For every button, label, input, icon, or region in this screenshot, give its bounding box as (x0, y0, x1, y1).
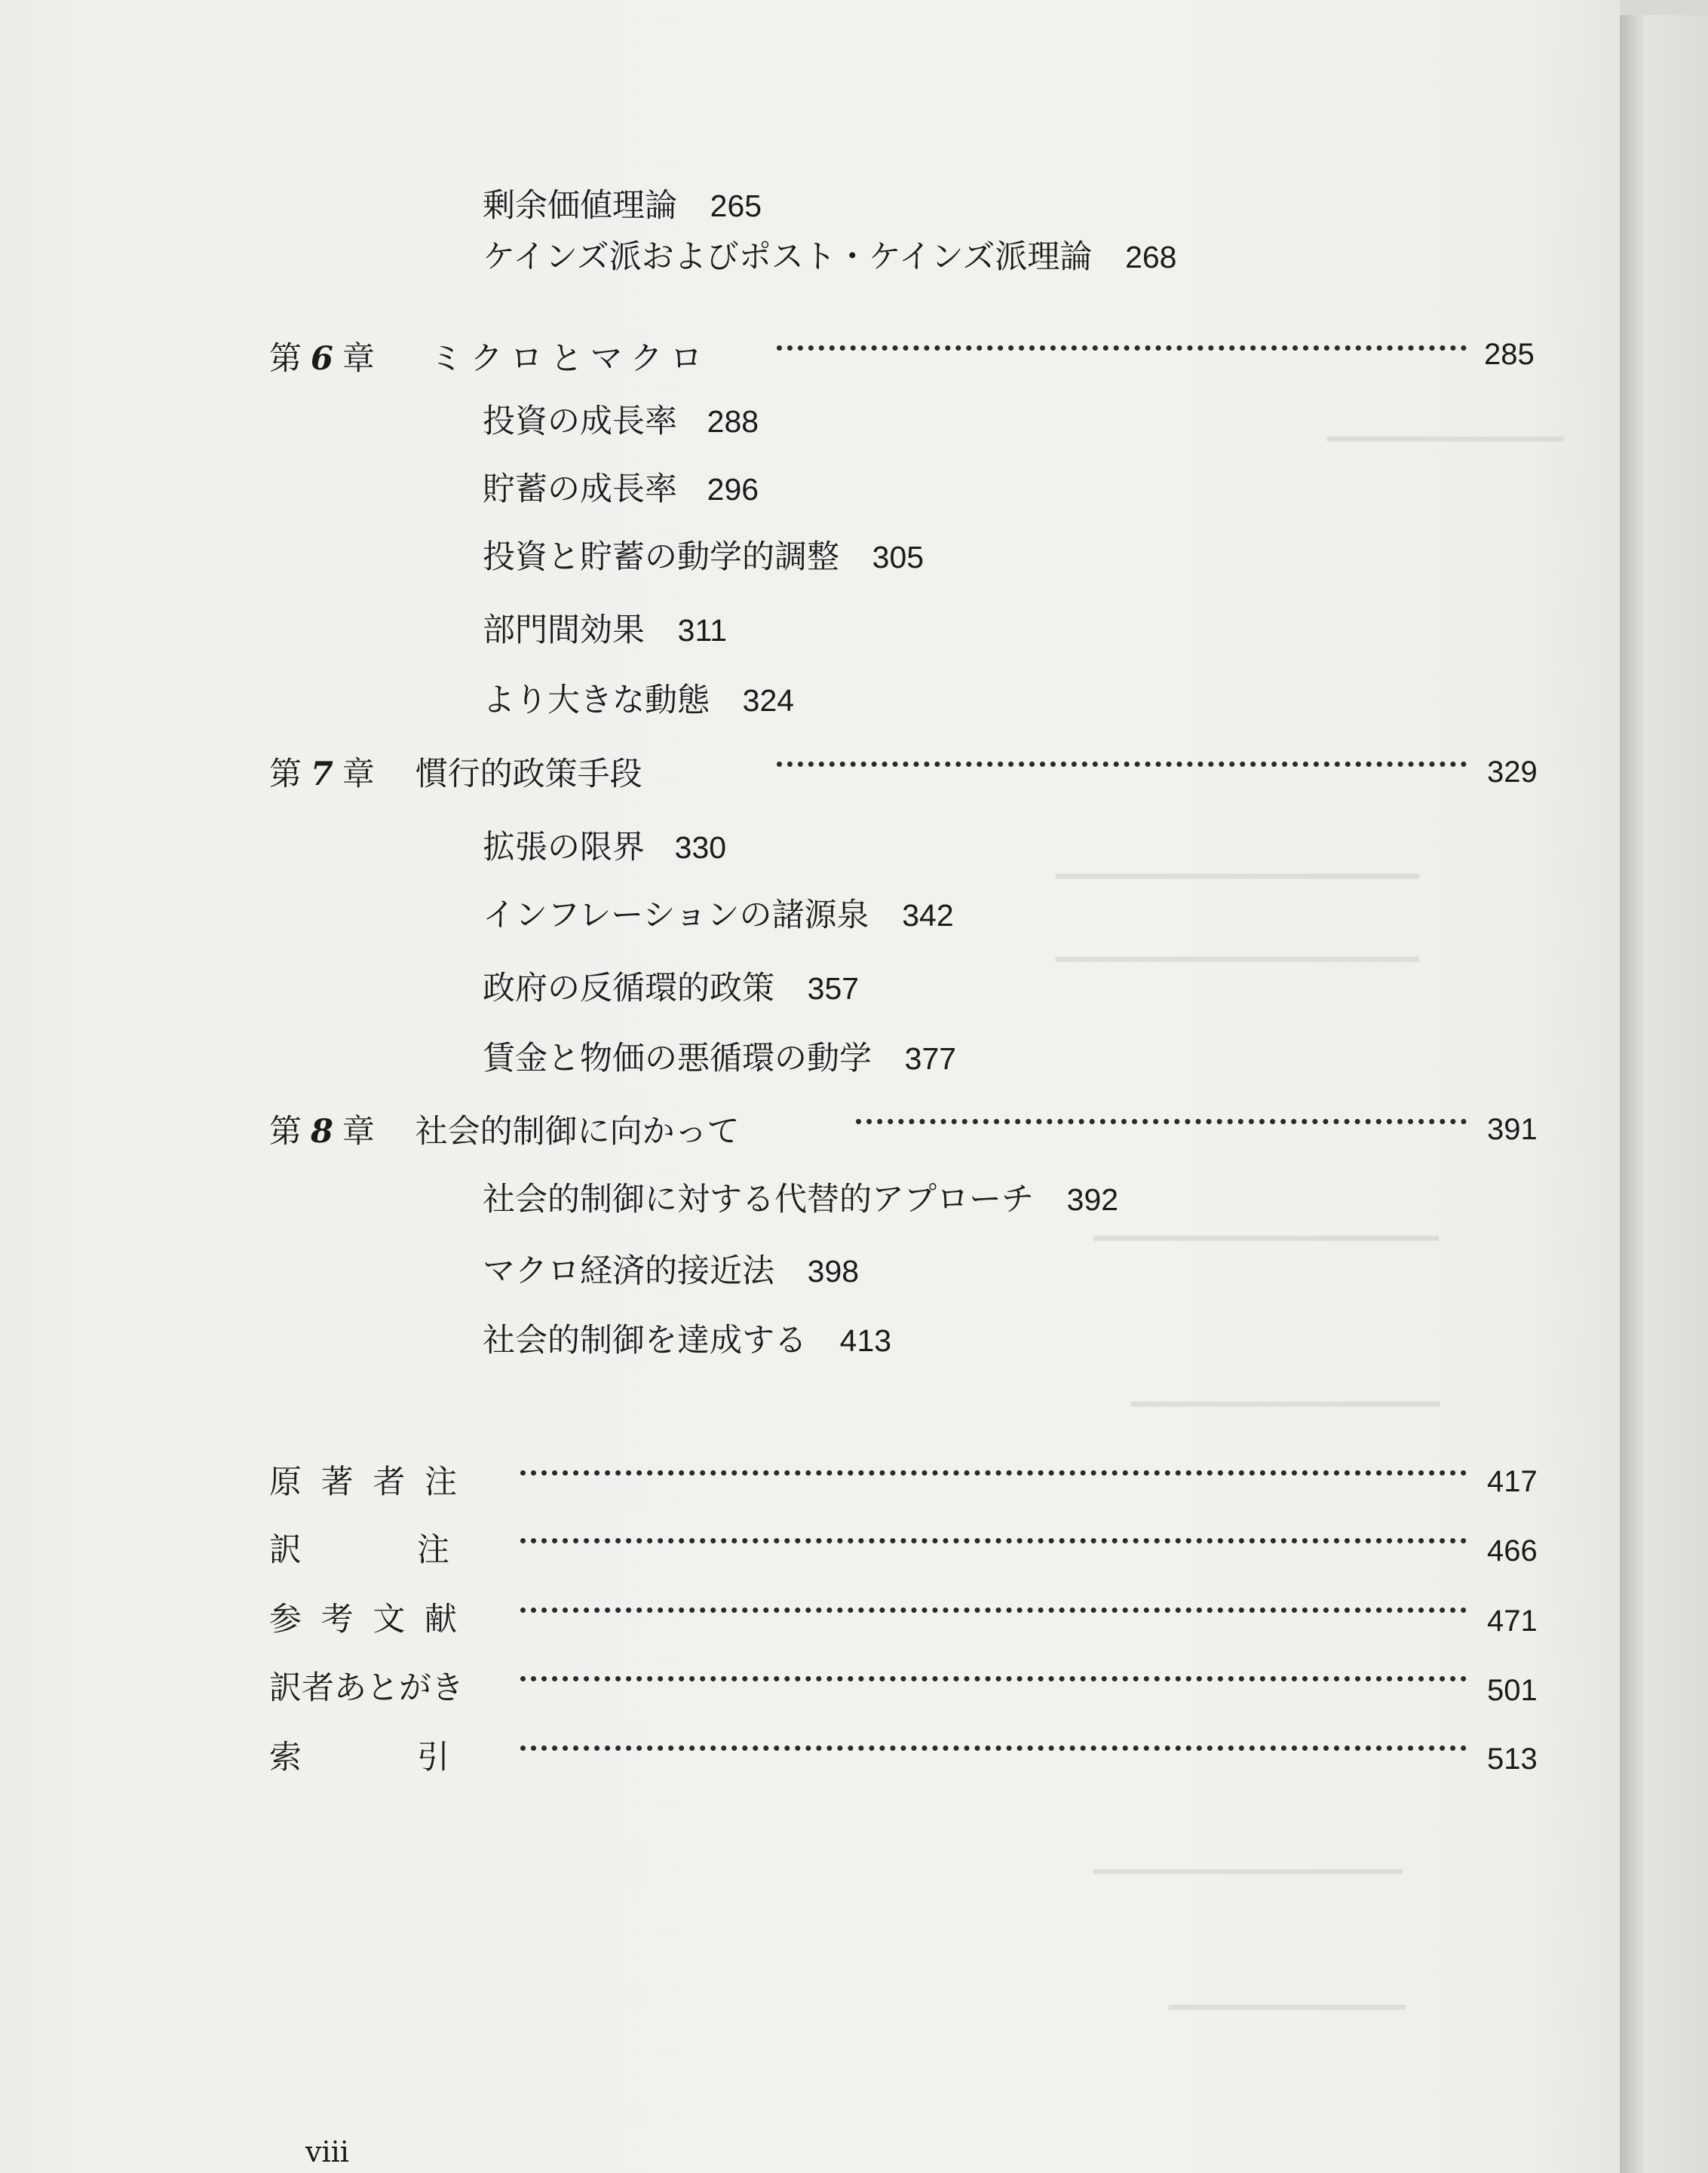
section-entry (483, 238, 1177, 276)
chapter-prefix: 第 (269, 1113, 302, 1151)
section-entry (483, 187, 762, 225)
chapter-title: 慣行的政策手段 (415, 755, 642, 793)
chapter-number: 7 (311, 755, 333, 793)
section-page: 268 (1125, 240, 1177, 274)
backmatter-title: 索 引 (269, 1739, 454, 1776)
section-page: 413 (839, 1323, 892, 1358)
section-page: 311 (677, 613, 728, 648)
section-page: 357 (807, 971, 860, 1006)
backmatter-page: 417 (1487, 1465, 1538, 1498)
section-entry (483, 611, 728, 649)
chapter-suffix: 章 (342, 1113, 375, 1151)
chapter-heading-8 (269, 1113, 740, 1151)
section-title: 投資と貯蓄の動学的調整 (483, 538, 839, 576)
section-title: マクロ経済的接近法 (483, 1252, 774, 1290)
backmatter-page: 501 (1487, 1674, 1538, 1707)
section-title: 剰余価値理論 (483, 187, 677, 225)
backmatter-page: 471 (1487, 1604, 1538, 1638)
section-page: 265 (710, 188, 762, 223)
dot-leader (777, 762, 1467, 767)
section-page: 342 (902, 898, 954, 933)
section-entry (483, 1181, 1119, 1218)
section-entry (483, 829, 727, 866)
show-through-text: ━━━━━━━━━━━━━ ━━━━━━━━━━━━━━━━━━━━ ━━━━━━━━━━━━━━━━━━━━ ━━━━━━━━━━━━━━━━━━━ ━━━━━━━━━━━━━━━━━ ━━━━━━━━━━━━━━━━━ ━━━━━━━━━━━━━ (1056, 422, 1564, 2025)
backmatter-title: 訳 注 (269, 1531, 454, 1569)
backmatter-page: 513 (1487, 1742, 1538, 1776)
section-entry (483, 1252, 860, 1290)
backmatter-title: 訳者あとがき (269, 1669, 464, 1707)
dot-leader (777, 345, 1467, 351)
section-title: 政府の反循環的政策 (483, 970, 774, 1007)
chapter-page: 285 (1484, 338, 1535, 371)
backmatter-title: 原 著 者 注 (269, 1463, 462, 1501)
section-page: 296 (707, 472, 759, 507)
chapter-number: 8 (311, 1113, 333, 1151)
chapter-page: 329 (1487, 755, 1538, 789)
chapter-prefix: 第 (269, 340, 302, 378)
chapter-suffix: 章 (342, 340, 375, 378)
section-entry (483, 1322, 892, 1359)
chapter-prefix: 第 (269, 755, 302, 793)
section-title: 賃金と物価の悪循環の動学 (483, 1040, 872, 1077)
section-title: 投資の成長率 (483, 403, 677, 440)
section-title: インフレーションの諸源泉 (483, 896, 869, 934)
section-entry (483, 470, 759, 508)
section-entry (483, 1040, 957, 1077)
chapter-heading-7 (269, 755, 642, 793)
dot-leader (520, 1538, 1467, 1543)
chapter-page: 391 (1487, 1113, 1538, 1146)
section-entry (483, 403, 759, 440)
section-page: 398 (807, 1254, 860, 1289)
section-title: 貯蓄の成長率 (483, 470, 677, 508)
section-entry (483, 682, 795, 719)
chapter-title: ミクロとマクロ (430, 340, 710, 378)
section-title: 社会的制御に対する代替的アプローチ (483, 1181, 1034, 1218)
section-page: 305 (872, 540, 925, 575)
chapter-suffix: 章 (342, 755, 375, 793)
chapter-title: 社会的制御に向かって (415, 1113, 740, 1151)
dot-leader (520, 1676, 1467, 1681)
section-page: 377 (904, 1041, 957, 1076)
section-page: 330 (674, 830, 727, 865)
section-entry (483, 970, 860, 1007)
backmatter-page: 466 (1487, 1534, 1538, 1568)
section-title: 拡張の限界 (483, 829, 645, 866)
section-title: 社会的制御を達成する (483, 1322, 807, 1359)
section-page: 288 (707, 404, 759, 439)
dot-leader (856, 1119, 1467, 1124)
section-title: より大きな動態 (483, 682, 710, 719)
dot-leader (520, 1745, 1467, 1751)
section-title: 部門間効果 (483, 611, 645, 649)
dot-leader (520, 1608, 1467, 1613)
section-title: ケインズ派およびポスト・ケインズ派理論 (483, 238, 1093, 276)
page-edge-shadow (1620, 15, 1708, 2173)
section-entry (483, 538, 925, 576)
chapter-number: 6 (311, 340, 333, 378)
section-page: 324 (742, 683, 795, 718)
section-entry (483, 896, 954, 934)
page-folio: viii (305, 2135, 349, 2168)
chapter-heading-6 (269, 340, 710, 378)
backmatter-title: 参 考 文 献 (269, 1601, 462, 1638)
section-page: 392 (1066, 1182, 1119, 1217)
dot-leader (520, 1470, 1467, 1476)
